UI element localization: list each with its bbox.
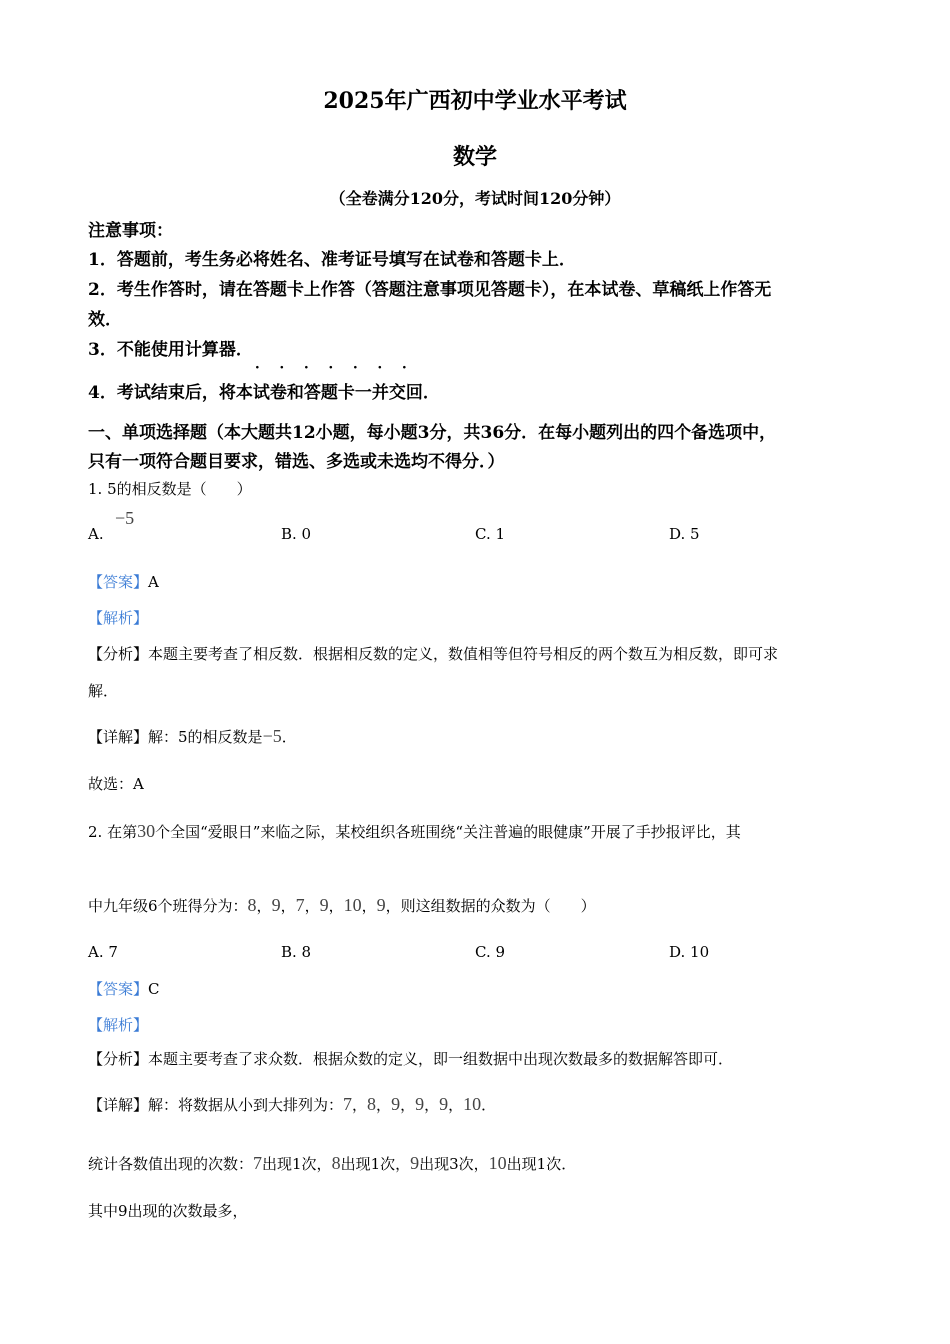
q2-analysis-tag: 【解析】 [88, 1016, 149, 1034]
q1-option-b: B. 0 [281, 525, 312, 543]
q2-sorted-value: 9 [415, 1094, 425, 1114]
notice-item-2-cont: 效． [88, 310, 122, 330]
q2-sorted-value: 9 [391, 1094, 401, 1114]
emphasis-dots: · · · · · · · [254, 360, 407, 376]
q1-fenxi-text: 本题主要考查了相反数．根据相反数的定义，数值相等但符号相反的两个数互为相反数，即可求 [148, 645, 779, 663]
q2-score: 9 [319, 895, 329, 915]
q2-score: 8 [247, 895, 257, 915]
q2-score: 10 [343, 895, 362, 915]
answer-tag: 【答案】 [88, 980, 149, 998]
q2-stem-c: 中九年级6个班得分为： [88, 897, 248, 915]
q1-answer-value: A [148, 573, 159, 591]
q2-count-num: 7 [253, 1153, 263, 1173]
q2-score: 9 [376, 895, 386, 915]
notice-item-1: 1．答题前，考生务必将姓名、准考证号填写在试卷和答题卡上． [88, 250, 576, 270]
detail-tag: 【详解】 [88, 728, 149, 746]
q2-option-c: C. 9 [475, 943, 506, 961]
notice-item-2: 2．考生作答时，请在答题卡上作答（答题注意事项见答题卡），在本试卷、草稿纸上作答无 [88, 280, 772, 300]
q2-detail: 【详解】解：将数据从小到大排列为：7，8，9，9，9，10． [88, 1094, 497, 1114]
q2-count-num: 9 [410, 1153, 420, 1173]
q1-conclusion: 故选：A [88, 775, 144, 793]
notice-heading: 注意事项： [88, 221, 173, 241]
q2-option-a: A. 7 [88, 943, 118, 961]
exam-info: （全卷满分120分，考试时间120分钟） [329, 189, 621, 208]
section-heading-line2: 只有一项符合题目要求，错选、多选或未选均不得分．） [88, 452, 505, 472]
q2-option-d: D. 10 [669, 943, 710, 961]
answer-tag: 【答案】 [88, 573, 149, 591]
q1-stem: 1. 5的相反数是（ ） [88, 480, 252, 498]
q1-detail [88, 726, 297, 747]
q1-option-a-label: A. [88, 525, 104, 543]
q2-score: 9 [271, 895, 281, 915]
q2-answer-value: C [148, 980, 160, 998]
q1-fenxi [88, 643, 778, 664]
q2-stem-line2: 中九年级6个班得分为：8，9，7，9，10，9，则这组数据的众数为（ ） [88, 895, 596, 915]
q1-detail-math: −5 [262, 726, 282, 746]
q2-answer [88, 978, 160, 999]
q1-option-a-value: −5 [115, 508, 135, 528]
q2-stem-number: 30 [137, 821, 156, 841]
q2-count-desc: 出现1次， [262, 1155, 332, 1173]
q2-count-line [88, 1153, 576, 1174]
q2-count-desc: 出现1次， [340, 1155, 411, 1173]
q2-count-text: 统计各数值出现的次数： [88, 1155, 254, 1173]
q1-detail-text: 解：5的相反数是 [148, 728, 263, 746]
q2-sorted-value: 7 [343, 1094, 353, 1114]
q2-count-desc: 出现3次， [419, 1155, 489, 1173]
q2-last-line: 其中9出现的次数最多， [88, 1202, 248, 1220]
q2-sorted-value: 10 [463, 1094, 482, 1114]
q2-fenxi [88, 1048, 733, 1069]
q2-fenxi-text: 本题主要考查了求众数．根据众数的定义，即一组数据中出现次数最多的数据解答即可． [148, 1050, 734, 1068]
q2-sorted-value: 9 [439, 1094, 449, 1114]
q2-stem-a: 2. 在第 [88, 823, 138, 841]
q2-count-desc: 出现1次． [506, 1155, 577, 1173]
q1-analysis-tag: 【解析】 [88, 609, 149, 627]
notice-item-4: 4．考试结束后，将本试卷和答题卡一并交回． [88, 383, 440, 403]
q2-count-num: 8 [331, 1153, 341, 1173]
q1-fenxi-cont: 解． [88, 682, 119, 700]
q2-option-b: B. 8 [281, 943, 312, 961]
q2-count-num: 10 [488, 1153, 507, 1173]
q2-sorted-value: 8 [367, 1094, 377, 1114]
q2-score: 7 [295, 895, 305, 915]
q1-answer [88, 571, 159, 592]
subject-title: 数学 [452, 144, 497, 170]
notice-item-3: 3．不能使用计算器． [88, 340, 253, 360]
q2-detail-text: 解：将数据从小到大排列为： [148, 1096, 344, 1114]
q1-option-c: C. 1 [475, 525, 506, 543]
fenxi-tag: 【分析】 [88, 645, 149, 663]
q1-detail-end: ． [281, 728, 297, 746]
exam-title: 2025年广西初中学业水平考试 [323, 88, 627, 114]
q2-stem-d: ，则这组数据的众数为（ ） [385, 897, 596, 915]
section-heading-line1: 一、单项选择题（本大题共12小题，每小题3分，共36分．在每小题列出的四个备选项中， [88, 423, 777, 443]
q1-option-d: D. 5 [669, 525, 700, 543]
q2-stem-line1 [88, 821, 741, 842]
fenxi-tag: 【分析】 [88, 1050, 149, 1068]
detail-tag: 【详解】 [88, 1096, 149, 1114]
q2-stem-b: 个全国“爱眼日”来临之际，某校组织各班围绕“关注普遍的眼健康”开展了手抄报评比，其 [155, 823, 741, 841]
